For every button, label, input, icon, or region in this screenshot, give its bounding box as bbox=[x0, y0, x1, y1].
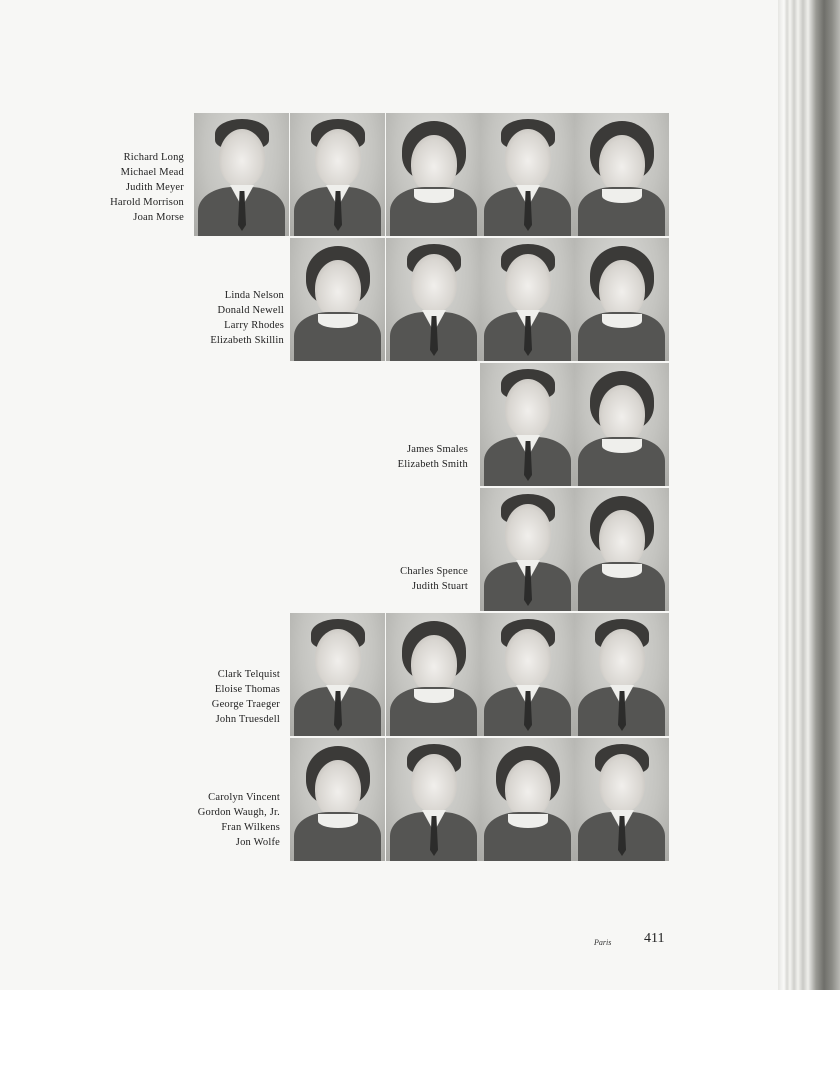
page-number: 411 bbox=[644, 931, 665, 946]
student-name: Charles Spence bbox=[400, 566, 468, 577]
student-name: Judith Meyer bbox=[125, 182, 184, 193]
student-name: Harold Morrison bbox=[110, 197, 184, 208]
student-name: Fran Wilkens bbox=[221, 822, 280, 833]
student-name: Michael Mead bbox=[120, 167, 184, 178]
student-name: Clark Telquist bbox=[217, 669, 280, 680]
student-name: Gordon Waugh, Jr. bbox=[197, 807, 280, 818]
name-list-row-3 bbox=[398, 442, 468, 472]
student-photo bbox=[574, 363, 669, 486]
student-photo bbox=[480, 238, 575, 361]
student-photo bbox=[574, 238, 669, 361]
student-photo bbox=[386, 113, 481, 236]
student-name: Elizabeth Smith bbox=[397, 459, 468, 470]
name-list-row-4 bbox=[400, 564, 468, 594]
book-spine-edge bbox=[778, 0, 840, 990]
student-photo bbox=[290, 113, 385, 236]
student-name: Judith Stuart bbox=[412, 581, 468, 592]
student-photo bbox=[480, 488, 575, 611]
name-list-row-6 bbox=[198, 790, 280, 850]
student-photo bbox=[290, 238, 385, 361]
student-name: Joan Morse bbox=[133, 212, 184, 223]
student-photo bbox=[574, 488, 669, 611]
student-name: Linda Nelson bbox=[224, 290, 284, 301]
student-photo bbox=[574, 738, 669, 861]
student-name: Carolyn Vincent bbox=[208, 792, 280, 803]
student-photo bbox=[194, 113, 289, 236]
student-name: Richard Long bbox=[123, 152, 184, 163]
student-photo bbox=[386, 613, 481, 736]
student-name: Donald Newell bbox=[217, 305, 284, 316]
student-name: Jon Wolfe bbox=[235, 837, 280, 848]
student-name: Larry Rhodes bbox=[224, 320, 284, 331]
student-name: Elizabeth Skillin bbox=[210, 335, 284, 346]
student-photo bbox=[290, 613, 385, 736]
student-name: John Truesdell bbox=[215, 714, 280, 725]
student-photo bbox=[480, 113, 575, 236]
student-photo bbox=[574, 613, 669, 736]
student-photo bbox=[386, 738, 481, 861]
student-photo bbox=[574, 113, 669, 236]
student-name: George Traeger bbox=[211, 699, 280, 710]
name-list-row-2 bbox=[210, 288, 284, 348]
student-name: Eloise Thomas bbox=[214, 684, 280, 695]
name-list-row-1 bbox=[110, 150, 184, 225]
student-photo bbox=[386, 238, 481, 361]
student-photo bbox=[480, 738, 575, 861]
section-label: Paris bbox=[594, 938, 612, 947]
name-list-row-5 bbox=[212, 667, 280, 727]
student-photo bbox=[480, 363, 575, 486]
student-photo bbox=[290, 738, 385, 861]
student-photo bbox=[480, 613, 575, 736]
student-name: James Smales bbox=[406, 444, 468, 455]
